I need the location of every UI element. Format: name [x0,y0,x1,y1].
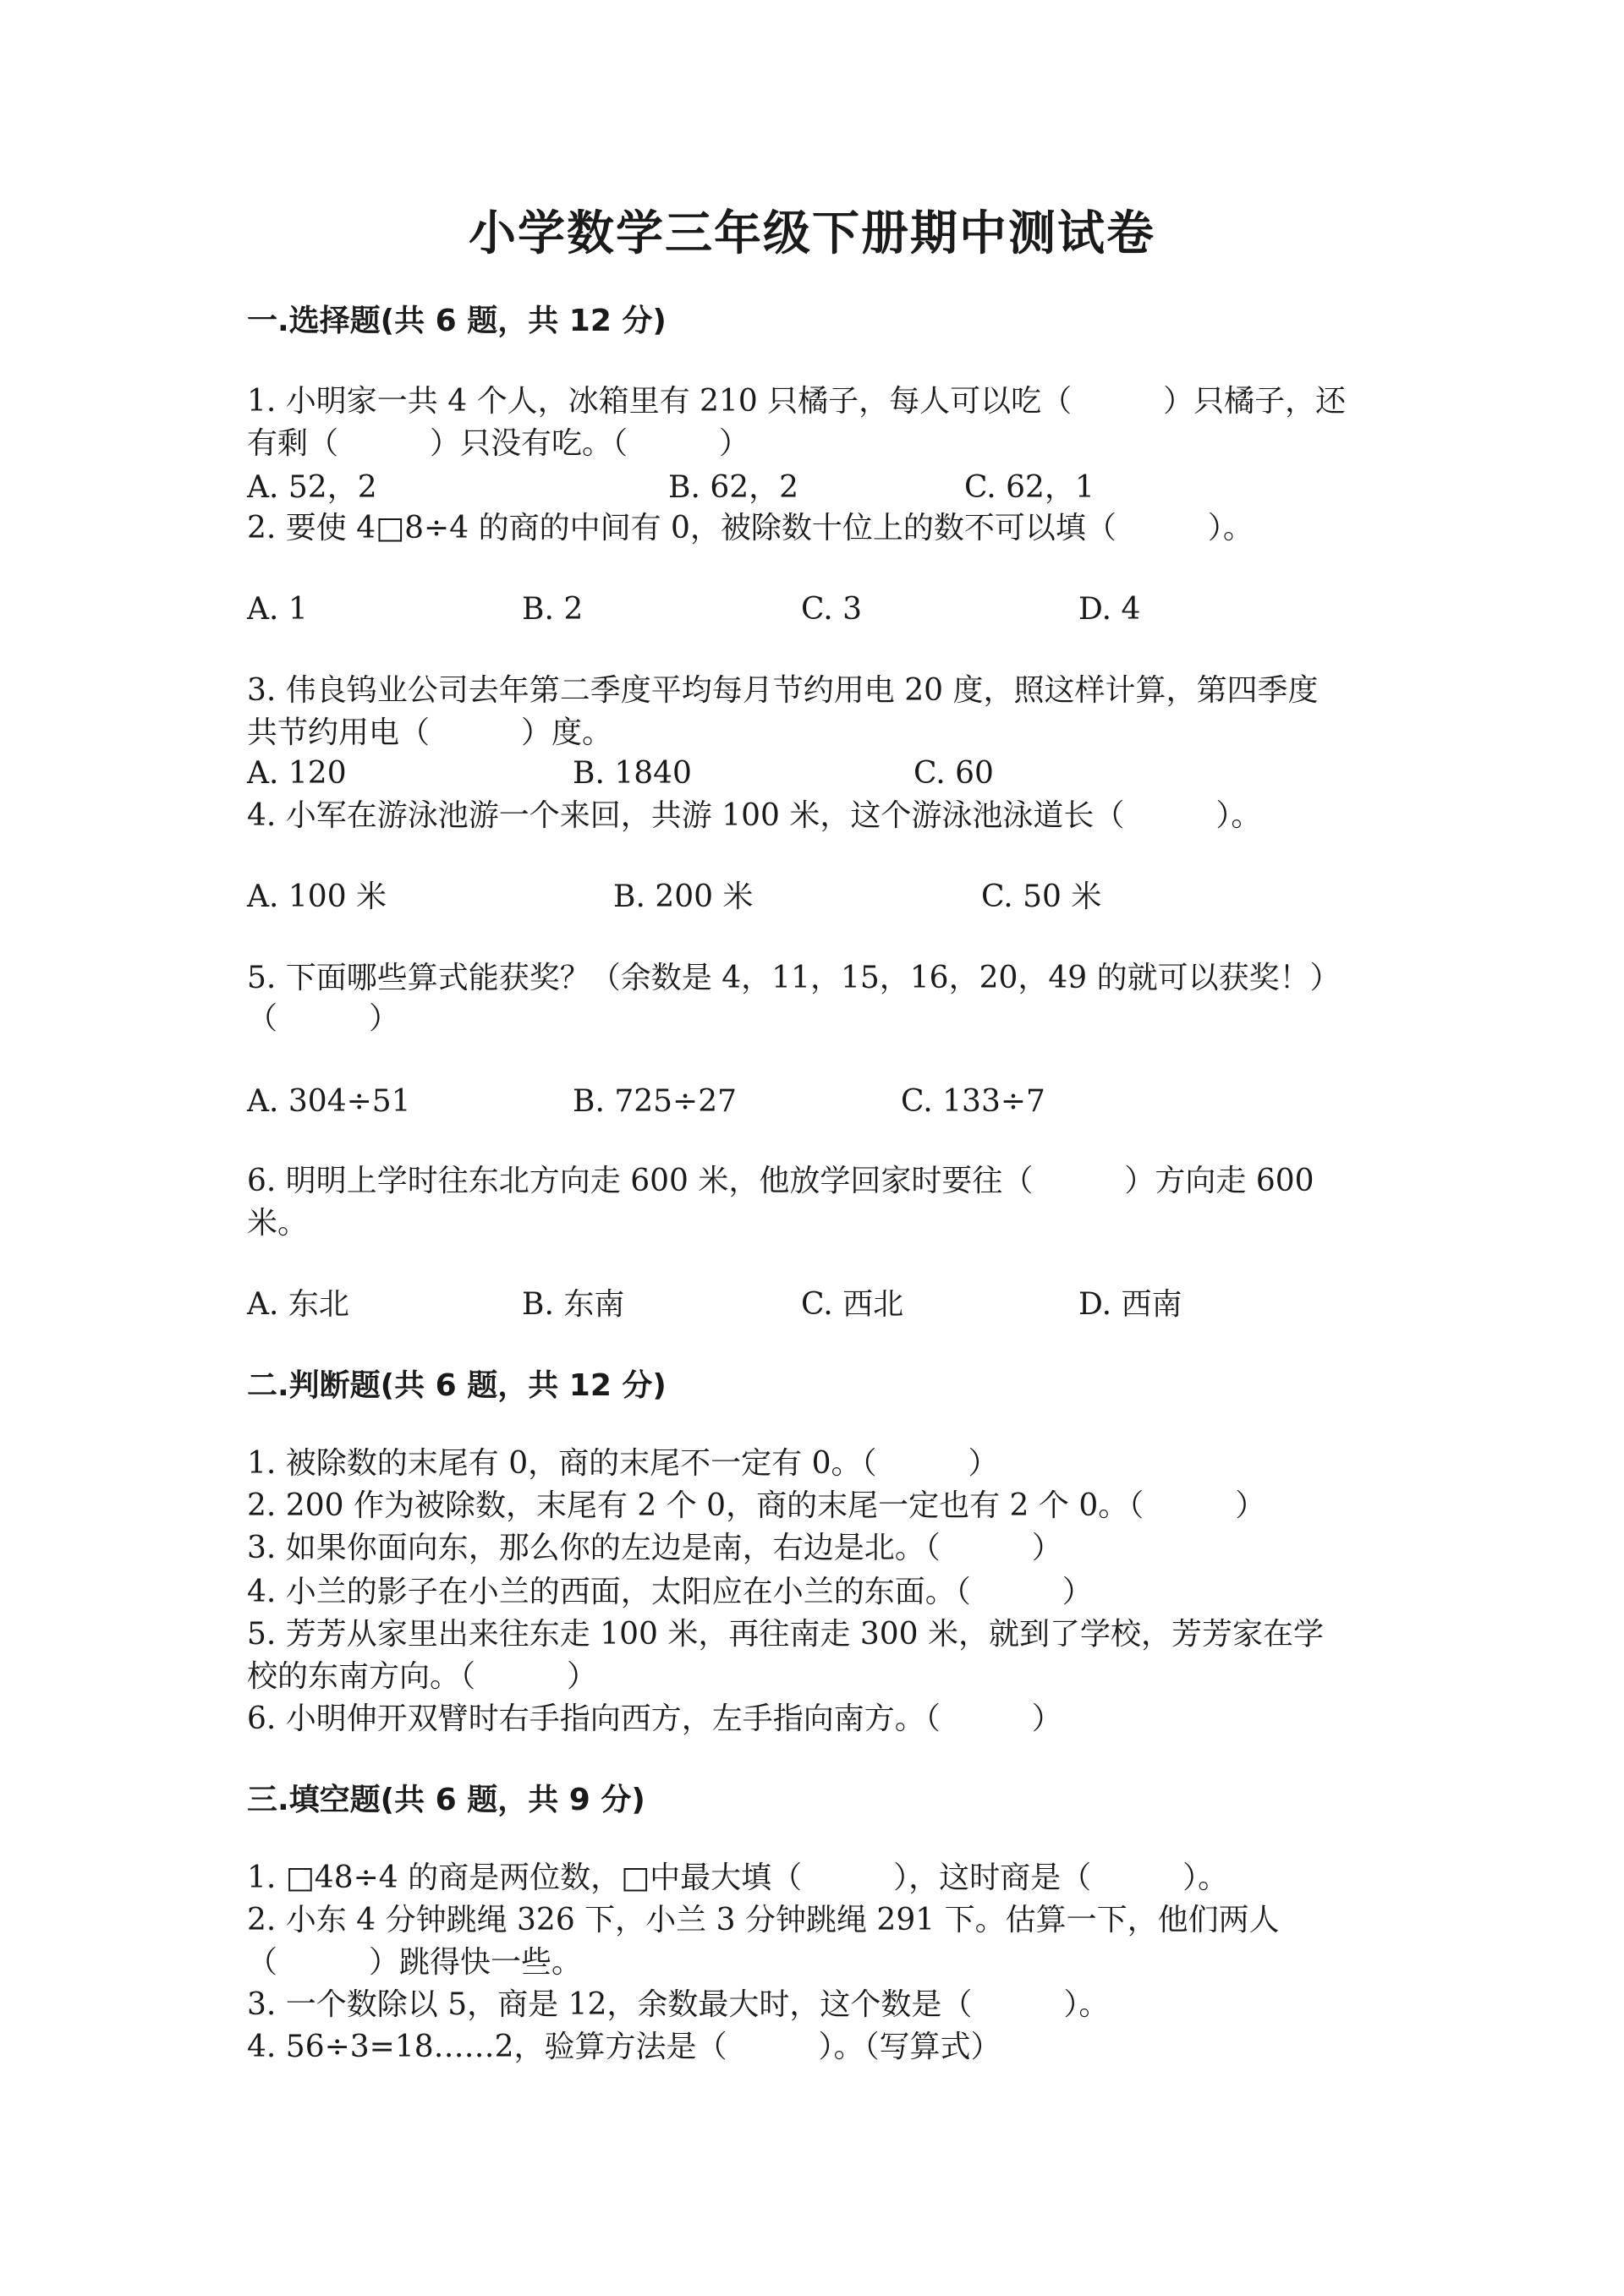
judgment-line-3: 3. 如果你面向东，那么你的左边是南，右边是北。（ ） [247,1531,1062,1565]
question-6-option-b: B. 东南 [522,1287,625,1322]
question-1-line-2: 有剩（ ）只没有吃。（ ） [247,426,750,461]
fill-blank-line-1: 1. □48÷4 的商是两位数，□中最大填（ ），这时商是（ ）。 [247,1860,1229,1895]
question-6-option-d: D. 西南 [1078,1287,1182,1322]
question-1-line-1: 1. 小明家一共 4 个人，冰箱里有 210 只橘子，每人可以吃（ ）只橘子，还 [247,384,1347,419]
fill-blank-line-5: 4. 56÷3=18……2，验算方法是（ ）。（写算式） [247,2030,1001,2064]
section-heading-judgment: 二.判断题(共 6 题，共 12 分) [247,1368,667,1403]
question-5-line-1: 5. 下面哪些算式能获奖？（余数是 4，11，15，16，20，49 的就可以获奖！） [247,961,1341,995]
question-1-option-b: B. 62，2 [668,470,799,505]
question-6-line-2: 米。 [247,1206,309,1241]
judgment-line-2: 2. 200 作为被除数，末尾有 2 个 0，商的末尾一定也有 2 个 0。（ ） [247,1488,1266,1523]
question-6-line-1: 6. 明明上学时往东北方向走 600 米，他放学回家时要往（ ）方向走 600 [247,1164,1314,1198]
question-2-line-1: 2. 要使 4□8÷4 的商的中间有 0，被除数十位上的数不可以填（ ）。 [247,511,1254,545]
question-3-line-1: 3. 伟良钨业公司去年第二季度平均每月节约用电 20 度，照这样计算，第四季度 [247,673,1319,708]
question-3-line-2: 共节约用电（ ）度。 [247,715,613,750]
judgment-line-5: 5. 芳芳从家里出来往东走 100 米，再往南走 300 米，就到了学校，芳芳家在学 [247,1617,1324,1652]
question-6-option-a: A. 东北 [247,1287,349,1322]
section-heading-choice: 一.选择题(共 6 题，共 12 分) [247,304,667,338]
fill-blank-line-3: （ ）跳得快一些。 [247,1945,583,1980]
question-5-option-c: C. 133÷7 [901,1084,1045,1119]
question-4-option-b: B. 200 米 [613,879,754,914]
judgment-line-4: 4. 小兰的影子在小兰的西面，太阳应在小兰的东面。（ ） [247,1575,1093,1609]
judgment-line-7: 6. 小明伸开双臂时右手指向西方，左手指向南方。（ ） [247,1701,1062,1736]
question-1-option-a: A. 52，2 [247,470,377,505]
page-title: 小学数学三年级下册期中测试卷 [469,205,1155,261]
judgment-line-1: 1. 被除数的末尾有 0，商的末尾不一定有 0。（ ） [247,1446,999,1481]
question-2-option-a: A. 1 [247,592,308,627]
fill-blank-line-2: 2. 小东 4 分钟跳绳 326 下，小兰 3 分钟跳绳 291 下。估算一下，他们两人 [247,1903,1280,1937]
question-4-option-a: A. 100 米 [247,879,387,914]
question-2-option-b: B. 2 [522,592,584,627]
question-5-line-2: （ ） [247,1001,400,1036]
question-3-option-b: B. 1840 [573,756,692,791]
question-2-option-d: D. 4 [1078,592,1141,627]
question-5-option-b: B. 725÷27 [573,1084,738,1119]
question-6-option-c: C. 西北 [801,1287,904,1322]
question-1-option-c: C. 62，1 [964,470,1095,505]
question-3-option-c: C. 60 [914,756,994,791]
fill-blank-line-4: 3. 一个数除以 5，商是 12，余数最大时，这个数是（ ）。 [247,1987,1110,2022]
judgment-line-6: 校的东南方向。（ ） [247,1659,598,1694]
question-5-option-a: A. 304÷51 [247,1084,411,1119]
question-2-option-c: C. 3 [801,592,863,627]
question-4-option-c: C. 50 米 [981,879,1102,914]
section-heading-fill-blank: 三.填空题(共 6 题，共 9 分) [247,1783,645,1817]
question-4-line-1: 4. 小军在游泳池游一个来回，共游 100 米，这个游泳池泳道长（ ）。 [247,798,1262,833]
question-3-option-a: A. 120 [247,756,347,791]
